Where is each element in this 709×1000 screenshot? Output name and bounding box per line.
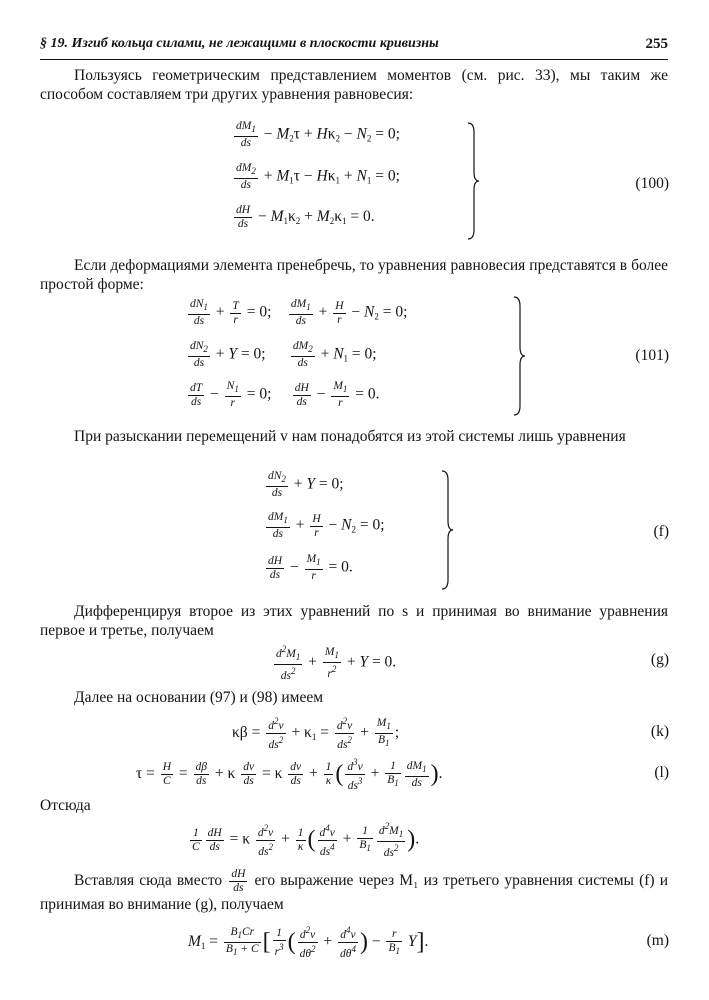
eq101-line3: $\frac{dT}{ds}$ − $\frac{N_1}{r}$ = 0; $\frac{dH}{ds}$ − $\frac{M_1}{r}$ = 0. xyxy=(190,380,380,409)
page-header xyxy=(40,36,668,58)
paragraph-2 xyxy=(40,256,668,294)
paragraph-1 xyxy=(40,66,668,104)
brace-101 xyxy=(512,296,526,416)
eq100-line1: $\frac{dM_1}{ds}$ − $M_2\tau + H\kappa_2 - N_2 = 0$; xyxy=(236,120,400,149)
paragraph-3 xyxy=(40,427,668,446)
paragraph-3-text: При разыскании перемещений v нам понадобятся из этой системы лишь уравнения xyxy=(74,428,626,445)
eq-m: $M_1$ = $\frac{B_1Cr}{B_1 + C}$ [ $\frac{1}{r^3}$ ( $\frac{d^2v}{d\theta^2}$ + $\frac{d^4v}{d\theta^4}$ ) − $\frac{r}{B_1}$ Y]. xyxy=(188,925,429,960)
eq-number-f: (f) xyxy=(653,523,669,540)
header-rule xyxy=(40,59,668,60)
paragraph-7-after: его выражение через M₁ из третьего уравнения системы (f) и принимая во внимание (g), получаем xyxy=(40,872,668,913)
eqf-line2: $\frac{dM_1}{ds}$ + $\frac{H}{r}$ − $N_2 = 0$; xyxy=(268,511,385,540)
paragraph-7: Вставляя сюда вместо $\frac{dH}{ds}$ его выражение через M₁ из третьего уравнения системы (f) и принимая во внимание (g), получаем xyxy=(40,868,668,913)
eq100-line3: $\frac{dH}{ds}$ − $M_1\kappa_2 + M_2\kappa_1 = 0$. xyxy=(236,204,375,230)
eq-k: κβ = $\frac{d^2v}{ds^2}$ + $\kappa_1$ = $\frac{d^2v}{ds^2}$ + $\frac{M_1}{B_1}$ ; xyxy=(232,716,400,751)
brace-f xyxy=(440,470,454,590)
eq101-line2: $\frac{dN_2}{ds}$ + Y = 0; $\frac{dM_2}{ds}$ + $N_1 = 0$; xyxy=(190,340,377,369)
paragraph-6-text: Отсюда xyxy=(40,797,91,814)
eqf-line1: $\frac{dN_2}{ds}$ + Y = 0; xyxy=(268,470,344,499)
eq-l: τ = $\frac{H}{C}$ = $\frac{d\beta}{ds}$ + κ $\frac{dv}{ds}$ = κ $\frac{dv}{ds}$ + $\frac{1}{\kappa}$ ( $\frac{d^3v}{ds^3}$ + $\frac{1}{B_1}$ $\frac{dM_1}{ds}$ ). xyxy=(136,757,443,792)
eq-number-l: (l) xyxy=(654,764,669,781)
paragraph-5-text: Далее на основании (97) и (98) имеем xyxy=(74,689,324,706)
page-number: 255 xyxy=(645,36,668,52)
paragraph-4 xyxy=(40,602,668,640)
eq-number-100: (100) xyxy=(635,175,669,192)
eq-number-k: (k) xyxy=(650,723,669,740)
eq-g: $\frac{d^2M_1}{ds^2}$ + $\frac{M_1}{r^2}$ + Y = 0. xyxy=(276,644,397,682)
paragraph-4-text: Дифференцируя второе из этих уравнений по s и принимая во внимание уравнения первое и третье, получаем xyxy=(40,603,668,639)
paragraph-2-text: Если деформациями элемента пренебречь, то уравнения равновесия представятся в более простой форме: xyxy=(40,257,668,293)
paragraph-7-before: Вставляя сюда вместо xyxy=(74,872,223,890)
eqf-line3: $\frac{dH}{ds}$ − $\frac{M_1}{r}$ = 0. xyxy=(268,553,353,582)
paragraph-6 xyxy=(40,796,668,815)
eq-number-101: (101) xyxy=(635,347,669,364)
eq-number-g: (g) xyxy=(650,651,669,668)
section-title: § 19. Изгиб кольца силами, не лежащими в плоскости кривизны xyxy=(40,36,439,51)
eq-otsyuda: $\frac{1}{C}$ $\frac{dH}{ds}$ = κ $\frac{d^2v}{ds^2}$ + $\frac{1}{\kappa}$ ( $\frac{d^4v}{ds^4}$ + $\frac{1}{B_1}$ $\frac{d^2M_1}{ds^2}$ ). xyxy=(192,821,420,859)
brace-100 xyxy=(466,122,480,240)
paragraph-5 xyxy=(40,688,668,707)
eq101-line1: $\frac{dN_1}{ds}$ + $\frac{T}{r}$ = 0; $\frac{dM_1}{ds}$ + $\frac{H}{r}$ − $N_2 = 0$; xyxy=(190,298,408,327)
eq100-line2: $\frac{dM_2}{ds}$ + $M_1\tau - H\kappa_1 + N_1 = 0$; xyxy=(236,162,400,191)
paragraph-1-text: Пользуясь геометрическим представлением моментов (см. рис. 33), мы таким же способом составляем три других уравнения равновесия: xyxy=(40,67,668,103)
eq-number-m: (m) xyxy=(646,932,669,949)
